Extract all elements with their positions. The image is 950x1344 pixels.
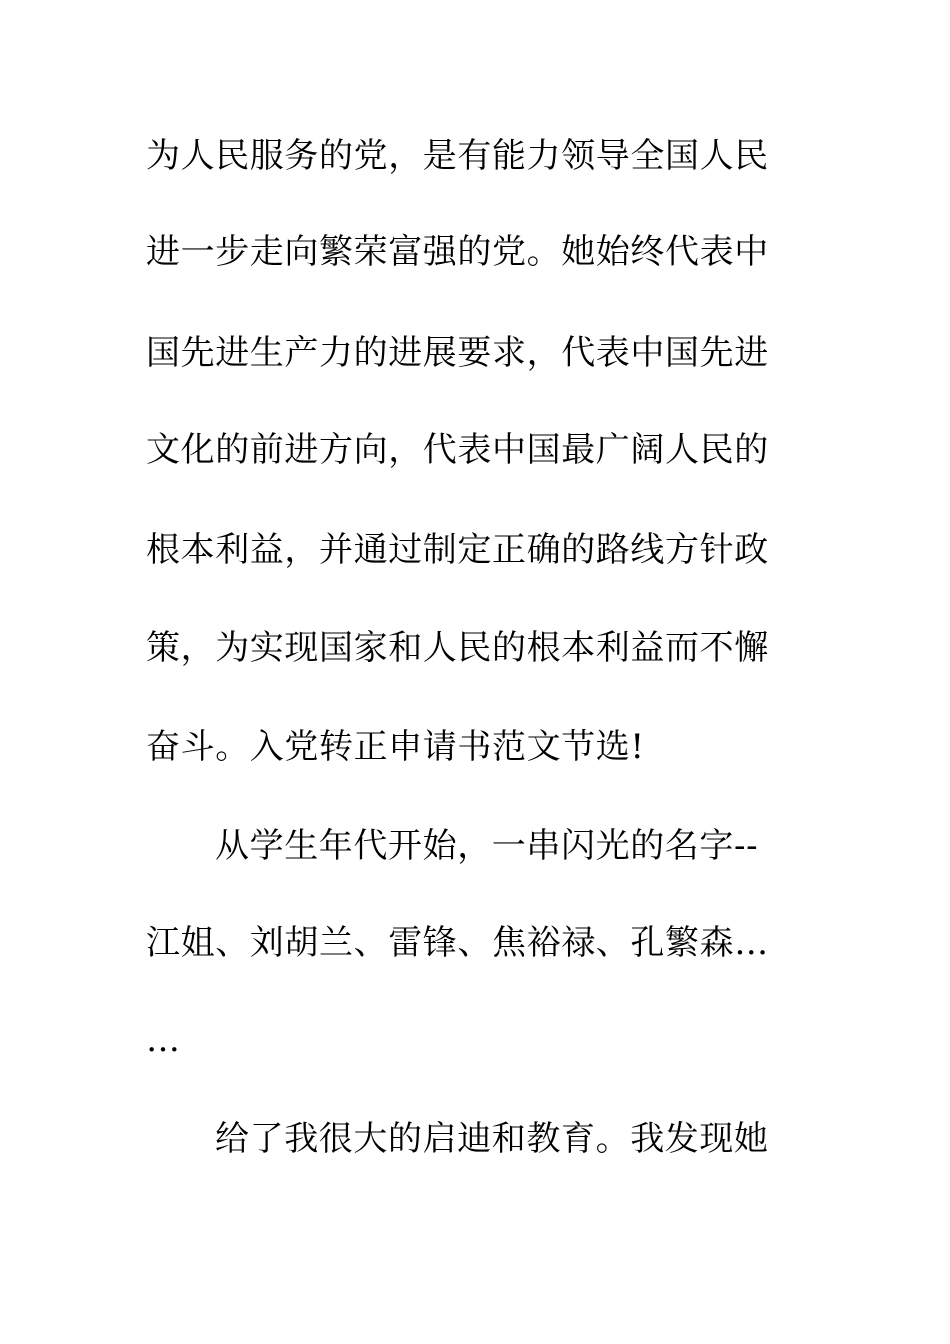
text-line-9: 江姐、刘胡兰、雷锋、焦裕禄、孔繁森… bbox=[146, 923, 769, 963]
text-line-10: … bbox=[146, 1020, 181, 1060]
text-line-1: 为人民服务的党，是有能力领导全国人民 bbox=[146, 136, 769, 176]
text-line-4: 文化的前进方向，代表中国最广阔人民的 bbox=[146, 430, 769, 470]
paragraph-start-line: 从学生年代开始，一串闪光的名字-- bbox=[215, 826, 759, 866]
text-line-3: 国先进生产力的进展要求，代表中国先进 bbox=[146, 333, 769, 373]
text-line-6: 策，为实现国家和人民的根本利益而不懈 bbox=[146, 628, 769, 668]
text-line-2: 进一步走向繁荣富强的党。她始终代表中 bbox=[146, 232, 769, 272]
text-line-7: 奋斗。入党转正申请书范文节选! bbox=[146, 727, 645, 767]
text-line-5: 根本利益，并通过制定正确的路线方针政 bbox=[146, 530, 769, 570]
paragraph-start-line-2: 给了我很大的启迪和教育。我发现她 bbox=[215, 1119, 769, 1159]
